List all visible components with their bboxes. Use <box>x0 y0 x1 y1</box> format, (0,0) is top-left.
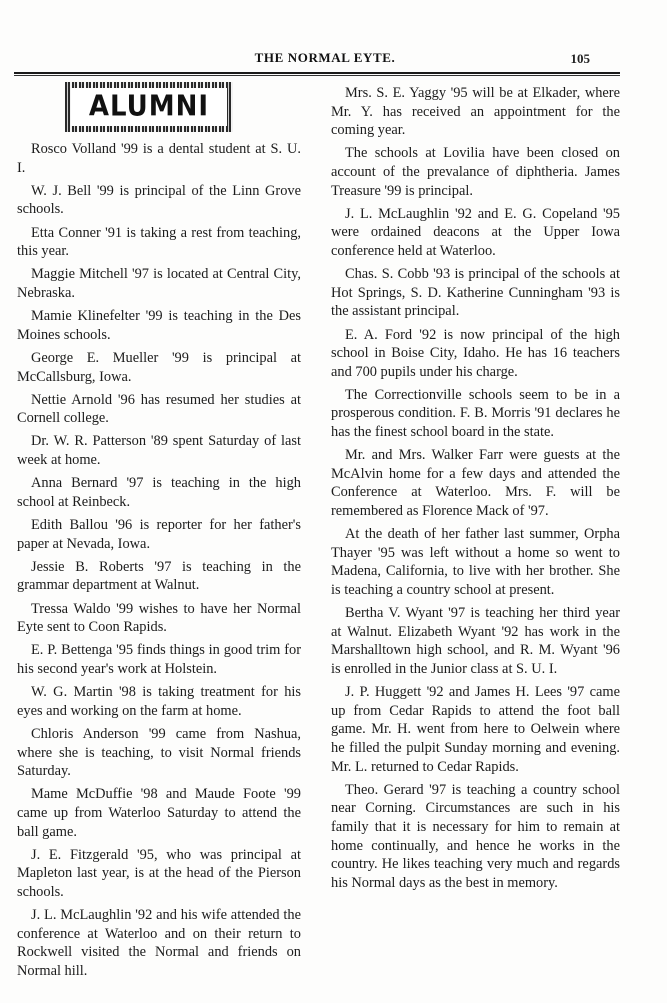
alumni-note: Anna Bernard '97 is teaching in the high school at Reinbeck. <box>17 475 301 510</box>
alumni-note: Etta Conner '91 is taking a rest from teaching, this year. <box>17 224 301 260</box>
alumni-note: J. P. Huggett '92 and James H. Lees '97 came up from Cedar Rapids to attend the foot ball game. Mr. H. went from here to Oelwein where he filled the pulpit Sunday morning and evening. Mr. L. returned to Cedar Rapids. <box>331 684 620 775</box>
alumni-note: Dr. W. R. Patterson '89 spent Saturday of last week at home. <box>17 433 301 469</box>
alumni-note: Chas. S. Cobb '93 is principal of the schools at Hot Springs, S. D. Katherine Cunningham '93 is the assistant principal. <box>331 266 620 320</box>
alumni-note: Nettie Arnold '96 has resumed her studies at Cornell college. <box>17 391 301 427</box>
alumni-note: Edith Ballou '96 is reporter for her father's paper at Nevada, Iowa. <box>17 517 301 552</box>
alumni-heading-ornament-box <box>65 82 233 132</box>
alumni-note: J. L. McLaughlin '92 and E. G. Copeland '95 were ordained deacons at the Upper Iowa conference held at Waterloo. <box>331 205 620 259</box>
alumni-note: The Correctionville schools seem to be in a prosperous condition. F. B. Morris '91 declares he has the finest school board in the state. <box>331 386 620 441</box>
alumni-note: W. G. Martin '98 is taking treatment for his eyes and working on the farm at home. <box>17 684 301 719</box>
alumni-note: Jessie B. Roberts '97 is teaching in the grammar department at Walnut. <box>17 558 301 594</box>
alumni-note: W. J. Bell '99 is principal of the Linn Grove schools. <box>17 182 301 218</box>
alumni-note: J. L. McLaughlin '92 and his wife attended the conference at Waterloo and on their return to Rockwell visited the Normal and friends on Normal hill. <box>17 907 301 979</box>
header-double-rule <box>14 72 620 76</box>
alumni-note: Chloris Anderson '99 came from Nashua, where she is teaching, to visit Normal friends Saturday. <box>17 725 301 780</box>
alumni-note: George E. Mueller '99 is principal at McCallsburg, Iowa. <box>17 349 301 385</box>
page-number: 105 <box>570 51 590 66</box>
alumni-note: Tressa Waldo '99 wishes to have her Normal Eyte sent to Coon Rapids. <box>17 600 301 636</box>
alumni-note: Theo. Gerard '97 is teaching a country school near Corning. Circumstances are such in his family that it is necessary for him to remain at home continually, and hence he works in the country. He likes teaching very much and regards his Normal days as the best in memory. <box>331 781 620 891</box>
alumni-note: Maggie Mitchell '97 is located at Central City, Nebraska. <box>17 266 301 301</box>
left-column <box>17 140 301 985</box>
alumni-note: E. A. Ford '92 is now principal of the high school in Boise City, Idaho. He has 16 teachers and 700 pupils under his charge. <box>331 326 620 380</box>
alumni-note: Mrs. S. E. Yaggy '95 will be at Elkader, where Mr. Y. has received an appointment for the coming year. <box>331 85 620 139</box>
alumni-note: Rosco Volland '99 is a dental student at S. U. I. <box>17 141 301 176</box>
alumni-note: Mr. and Mrs. Walker Farr were guests at the McAlvin home for a few days and attended the Conference at Waterloo. Mrs. F. will be remembered as Florence Mack of '97. <box>331 447 620 520</box>
publication-title: THE NORMAL EYTE. <box>254 50 396 65</box>
running-header <box>14 50 622 70</box>
alumni-note: J. E. Fitzgerald '95, who was principal at Mapleton last year, is at the head of the Pierson schools. <box>17 846 301 900</box>
alumni-note: The schools at Lovilia have been closed on account of the prevalance of diphtheria. James Treasure '99 is principal. <box>331 145 620 199</box>
alumni-note: Bertha V. Wyant '97 is teaching her third year at Walnut. Elizabeth Wyant '92 has work in the Marshalltown high school, and R. M. Wyant '96 is enrolled in the Junior class at S. U. I. <box>331 605 620 677</box>
alumni-note: Mame McDuffie '98 and Maude Foote '99 came up from Waterloo Saturday to attend the ball game. <box>17 786 301 840</box>
alumni-note: At the death of her father last summer, Orpha Thayer '95 was left without a home so went to Madena, California, to live with her brother. She is teaching a country school at present. <box>331 526 620 598</box>
alumni-note: E. P. Bettenga '95 finds things in good trim for his second year's work at Holstein. <box>17 642 301 677</box>
alumni-heading-inner <box>71 88 227 126</box>
alumni-note: Mamie Klinefelter '99 is teaching in the Des Moines schools. <box>17 308 301 343</box>
section-title: ALUMNI <box>88 90 210 124</box>
right-column <box>331 84 620 897</box>
